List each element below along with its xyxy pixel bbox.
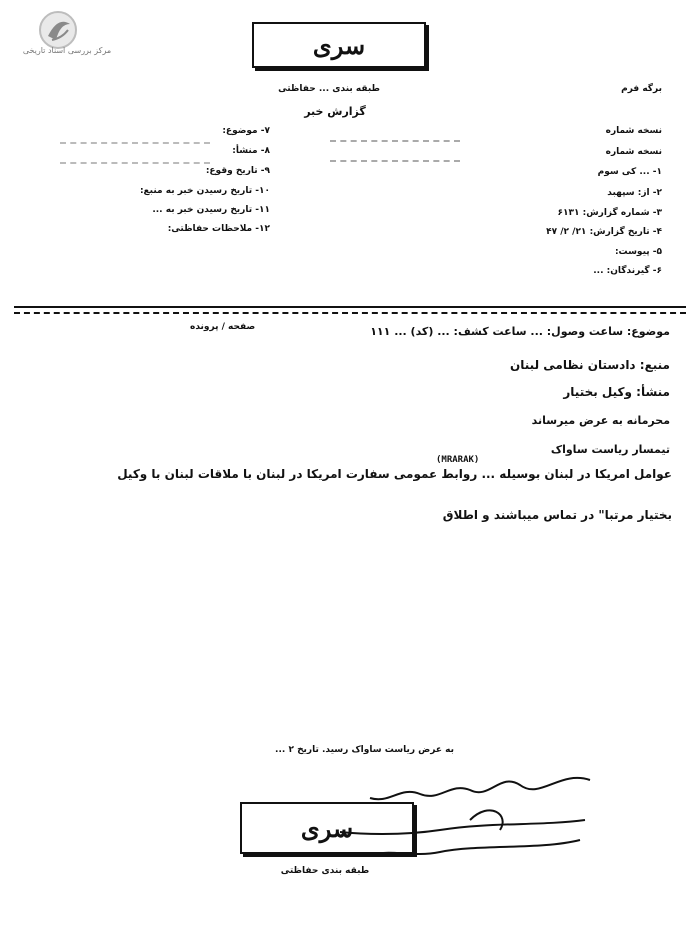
subject-line: موضوع: ساعت وصول: ... ساعت کشف: ... (کد) ... ۱۱۱ [370,325,670,338]
field-left: ۱۰- تاریخ رسیدن خبر به منبع: [139,186,270,196]
field-left: ۹- تاریخ وقوع: [205,166,270,176]
archive-logo [38,10,78,50]
field-right: ۶- گیرندگان: ... [593,266,662,276]
fill-line [330,160,460,162]
field-right: نسخه شماره [605,126,662,136]
footer-stamp-text: سری [300,813,354,843]
field-right: ۲- از: سپهبد [607,188,662,198]
field-right: ۵- پیوست: [614,247,662,257]
watermark-text: مرکز بررسی اسناد تاریخی [22,46,112,55]
footer-classification-note: طبقه بندی حفاظتی [280,866,370,876]
field-left: ۱۲- ملاحظات حفاظتی: [167,224,270,234]
fill-line [60,162,210,164]
field-right: ۴- تاریخ گزارش: ۲۱/ ۲/ ۴۷ [546,227,662,237]
field-right: ۳- شماره گزارش: ۶۱۳۱ [557,208,662,218]
field-right: نسخه شماره [605,147,662,157]
body-paragraph: بختیار مرتبا" در تماس میباشند و اطلاق [442,508,672,522]
field-left: ۱۱- تاریخ رسیدن خبر به ... [152,205,270,215]
separator-line [14,312,686,314]
sender-line: تیمسار ریاست ساواک [550,443,670,456]
classification-stamp [252,22,426,68]
latin-mark: (MRARAK) [436,455,480,465]
source-line: منبع: دادستان نظامی لبنان [510,358,670,372]
field-right: ۱- ... کی سوم [597,167,662,177]
origin-line: منشأ: وکیل بختیار [563,385,670,399]
form-note: برگه فرم [621,84,662,94]
separator-line [14,306,686,308]
classification-stamp-text: سری [312,30,366,60]
classification-note: طبقه بندی ... حفاظتی [278,84,380,94]
page-label: صفحه / پرونده [190,322,256,332]
body-paragraph: عوامل امریکا در لبنان بوسیله ... روابط عمومی سفارت امریکا در لبنان با ملاقات لبنان با وکیل [117,467,672,481]
fill-line [60,142,210,144]
footer-note: به عرض ریاست ساواک رسید. تاریخ ۲ ... [275,745,454,755]
directive-line: محرمانه به عرض میرساند [531,414,670,427]
report-title: گزارش خبر [304,105,366,118]
archive-logo-icon [38,10,78,50]
field-left: ۷- موضوع: [222,126,270,136]
field-left: ۸- منشأ: [232,146,270,156]
fill-line [330,140,460,142]
footer-classification-stamp [240,802,414,854]
